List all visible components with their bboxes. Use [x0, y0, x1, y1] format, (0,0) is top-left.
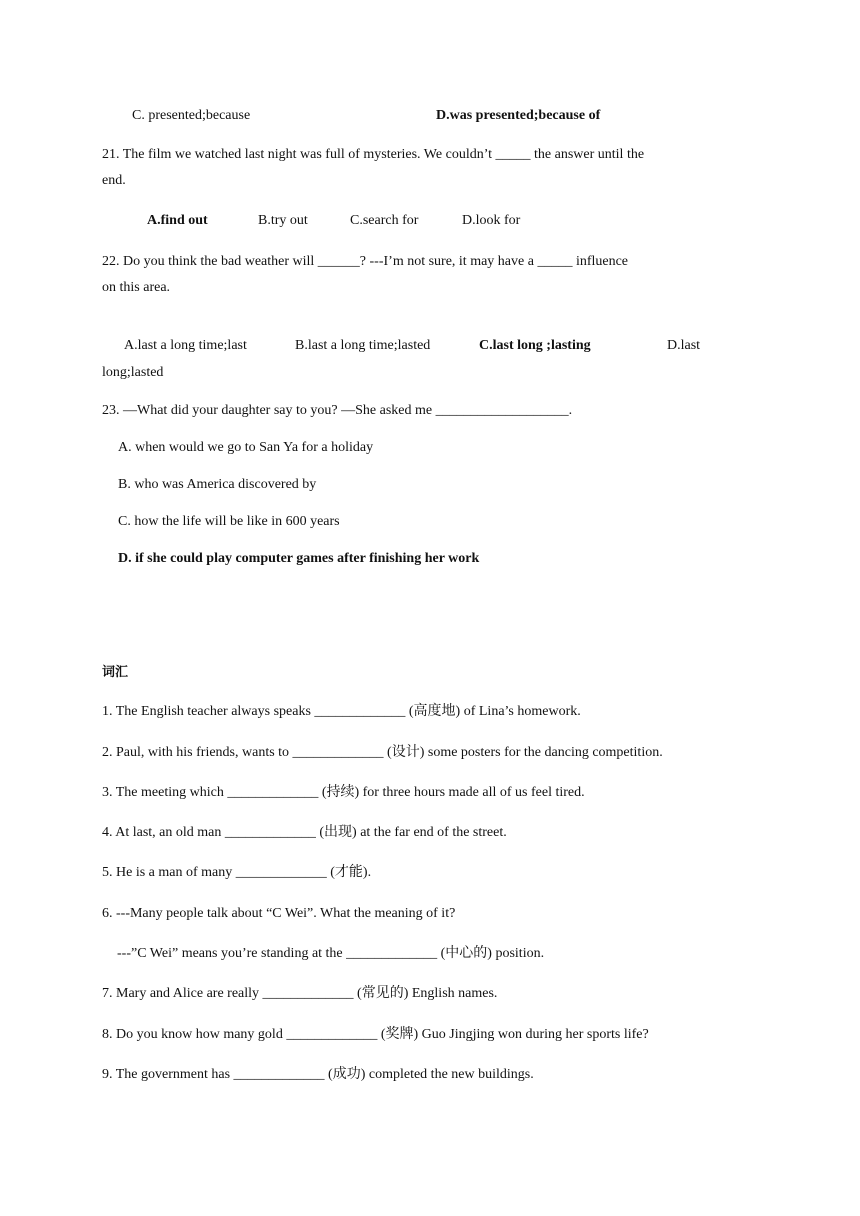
vocab-item-9: 9. The government has _____________ (成功) completed the new buildings.	[102, 1067, 534, 1082]
q22-stem-line1: 22. Do you think the bad weather will ______? ---I’m not sure, it may have a _____ influence	[102, 254, 629, 269]
vocab-item-8: 8. Do you know how many gold _____________ (奖牌) Guo Jingjing won during her sports life?	[102, 1027, 649, 1042]
vocab-item-6-question: 6. ---Many people talk about “C Wei”. What the meaning of it?	[102, 906, 456, 921]
q23-option-b: B. who was America discovered by	[118, 477, 317, 492]
q22-option-b: B.last a long time;lasted	[295, 338, 431, 353]
vocab-item-5: 5. He is a man of many _____________ (才能).	[102, 865, 372, 880]
q21-option-c: C.search for	[350, 213, 419, 228]
q22-option-d-part1: D.last	[667, 338, 701, 353]
q21-stem-line1: 21. The film we watched last night was full of mysteries. We couldn’t _____ the answer until the	[102, 147, 645, 162]
vocab-heading: 词汇	[102, 665, 129, 680]
q23-option-a: A. when would we go to San Ya for a holiday	[118, 440, 374, 455]
vocab-item-3: 3. The meeting which _____________ (持续) for three hours made all of us feel tired.	[102, 785, 585, 800]
q22-stem-line2: on this area.	[102, 280, 171, 295]
vocab-item-1: 1. The English teacher always speaks _____________ (高度地) of Lina’s homework.	[102, 704, 581, 719]
vocab-item-4: 4. At last, an old man _____________ (出现) at the far end of the street.	[102, 825, 507, 840]
vocab-item-6-answer: ---”C Wei” means you’re standing at the _____________ (中心的) position.	[117, 946, 545, 961]
vocab-item-2: 2. Paul, with his friends, wants to _____________ (设计) some posters for the dancing competition.	[102, 745, 663, 760]
q23-option-c: C. how the life will be like in 600 years	[118, 514, 340, 529]
q22-option-a: A.last a long time;last	[124, 338, 247, 353]
q22-option-d-part2: long;lasted	[102, 365, 164, 380]
q23-stem: 23. —What did your daughter say to you? —She asked me ___________________.	[102, 403, 573, 418]
q21-option-b: B.try out	[258, 213, 308, 228]
q22-option-c-answer: C.last long ;lasting	[479, 338, 591, 353]
q21-option-a-answer: A.find out	[147, 213, 208, 228]
vocab-item-7: 7. Mary and Alice are really _____________ (常见的) English names.	[102, 986, 498, 1001]
q21-stem-line2: end.	[102, 173, 126, 188]
q20-option-d-answer: D.was presented;because of	[436, 108, 601, 123]
q23-option-d-answer: D. if she could play computer games after finishing her work	[118, 551, 480, 566]
q20-option-c: C. presented;because	[132, 108, 251, 123]
q21-option-d: D.look for	[462, 213, 521, 228]
